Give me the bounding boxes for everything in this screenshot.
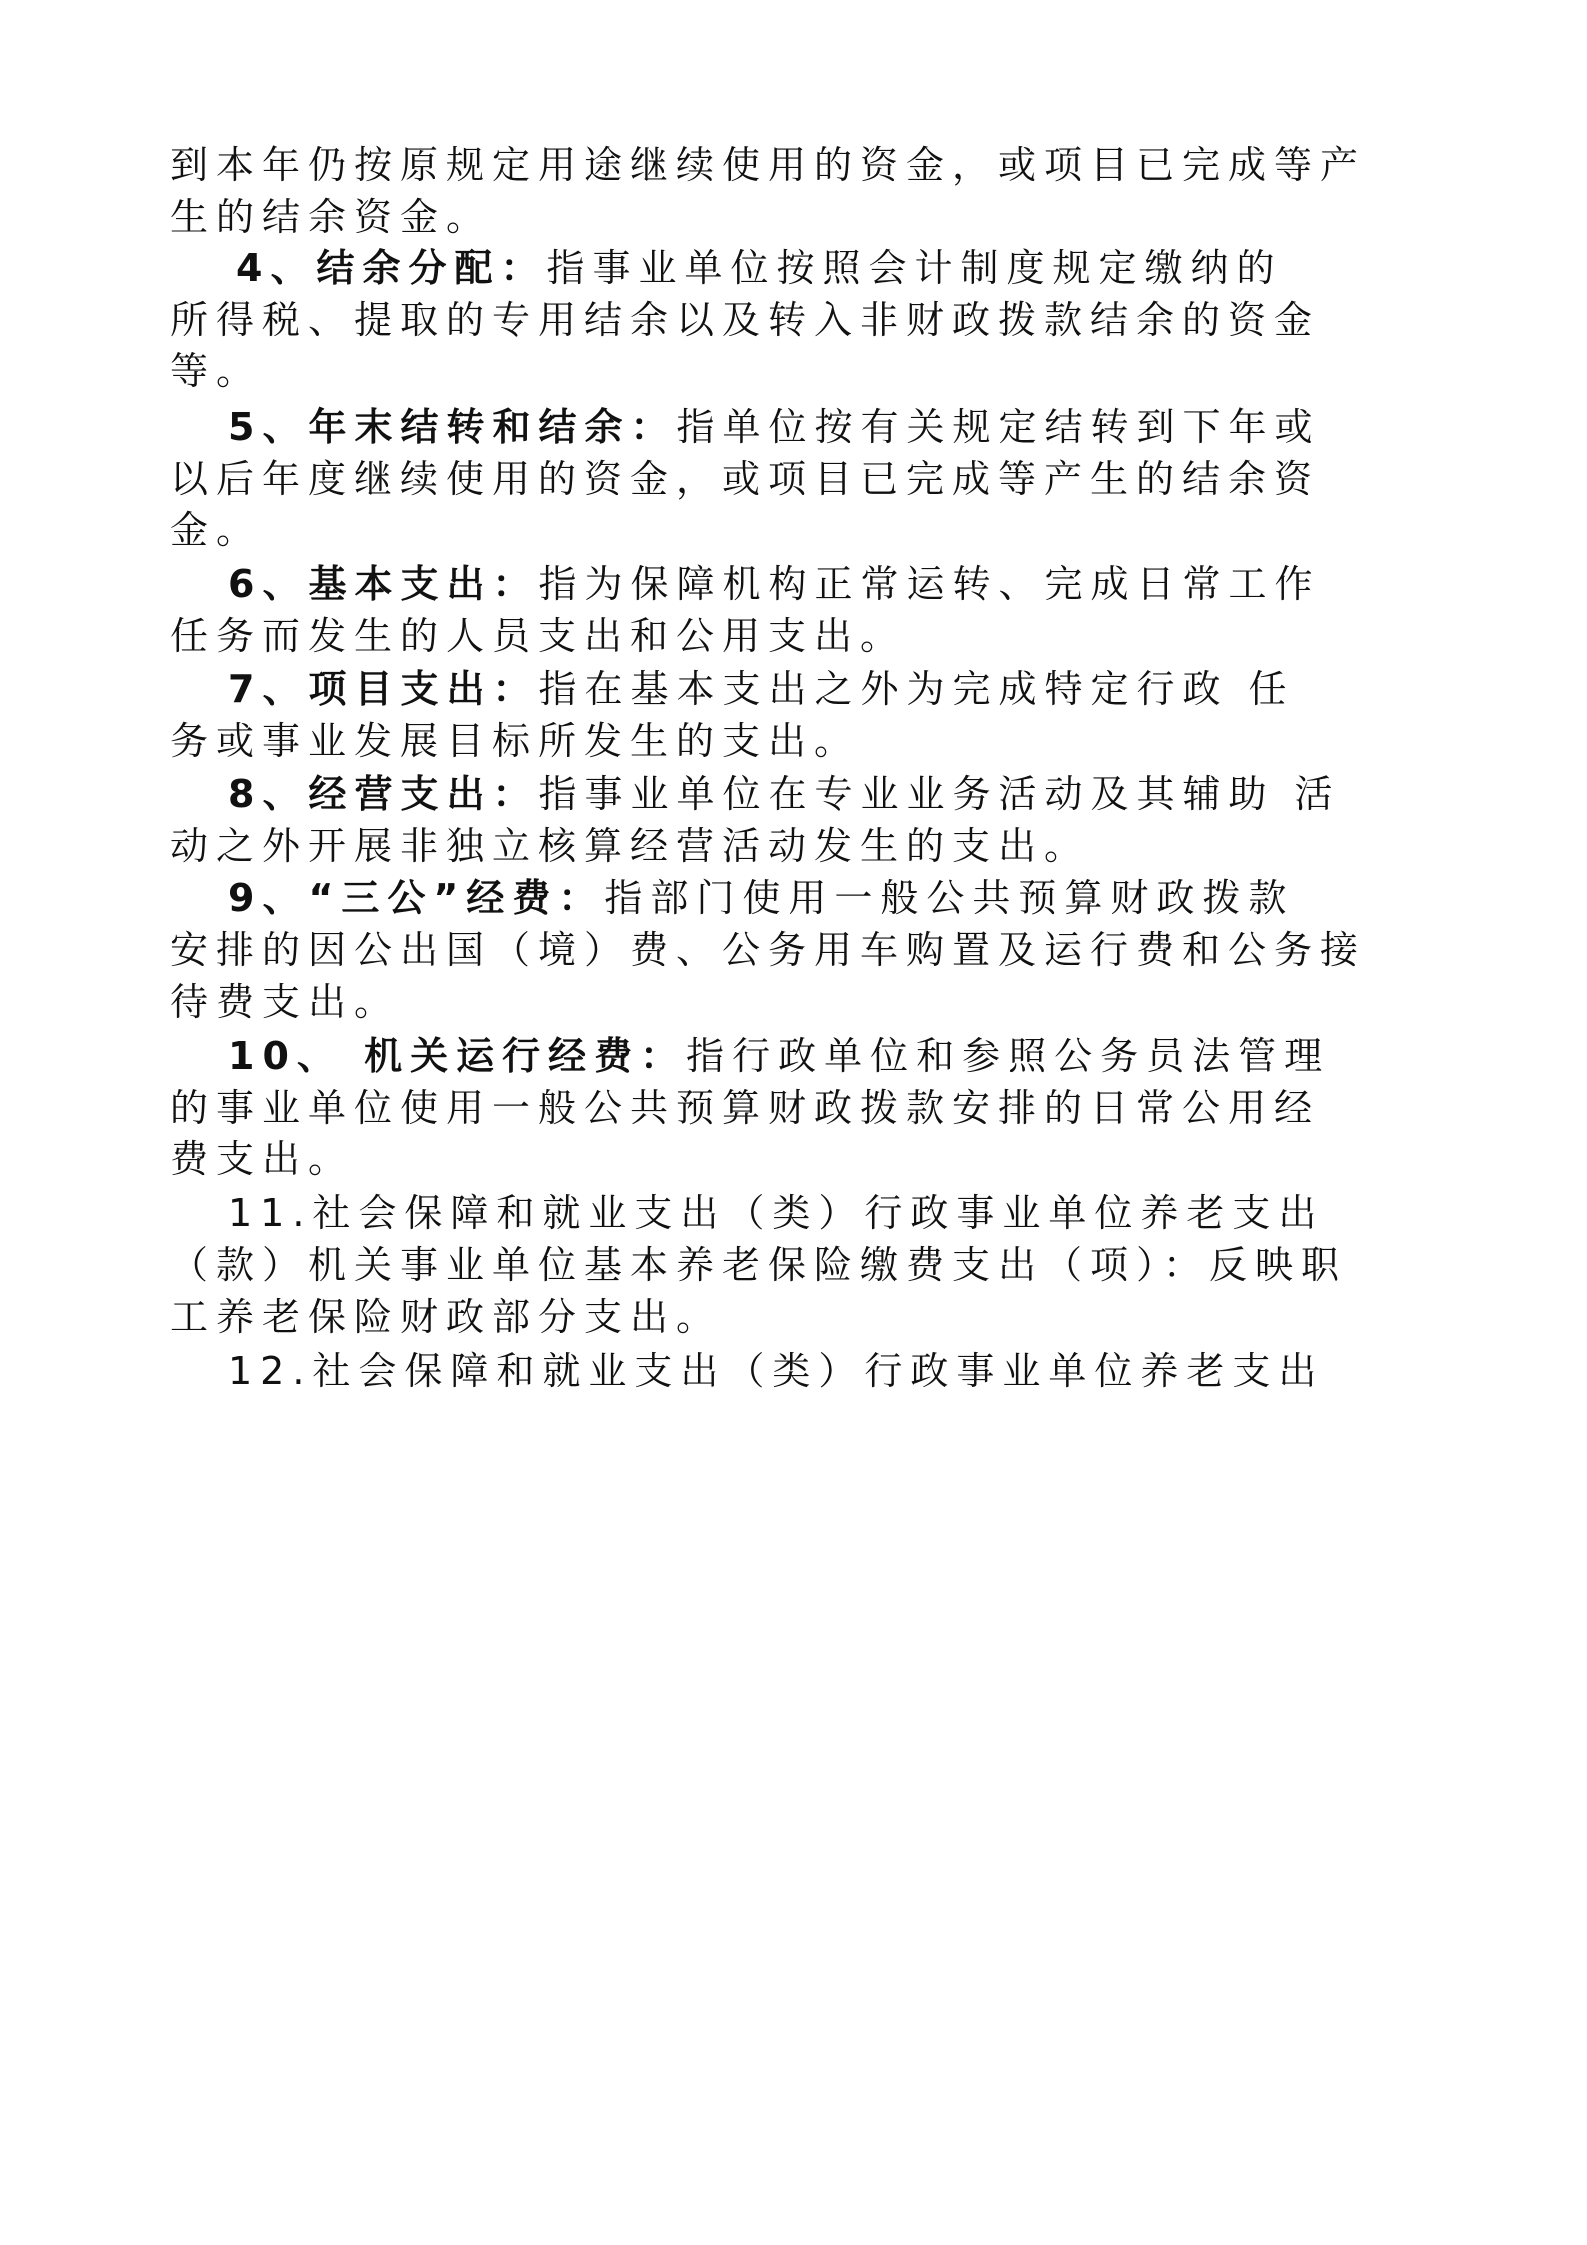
term-label: 8、经营支出： (228, 772, 539, 816)
text-line: 工养老保险财政部分支出。 (170, 1295, 723, 1339)
text-line: 待费支出。 (170, 980, 401, 1024)
text-line: 金。 (170, 508, 263, 552)
text-line: （款）机关事业单位基本养老保险缴费支出（项）：反映职 (170, 1243, 1348, 1287)
text-line: 费支出。 (170, 1137, 355, 1181)
term-label: 10、 机关运行经费： (228, 1034, 687, 1078)
text-line: 8、经营支出：指事业单位在专业业务活动及其辅助 活 (228, 772, 1341, 816)
text-line: 4、结余分配：指事业单位按照会计制度规定缴纳的 (236, 246, 1283, 290)
term-label: 4、结余分配： (236, 246, 547, 290)
text-line: 9、“三公”经费：指部门使用一般公共预算财政拨款 (228, 876, 1295, 920)
text-line: 务或事业发展目标所发生的支出。 (170, 719, 861, 763)
text-line: 以后年度继续使用的资金，或项目已完成等产生的结余资 (170, 457, 1321, 501)
text-line: 任务而发生的人员支出和公用支出。 (170, 614, 907, 658)
text-line: 5、年末结转和结余：指单位按有关规定结转到下年或 (228, 405, 1321, 449)
text-line: 生的结余资金。 (170, 195, 493, 239)
text-line: 7、项目支出：指在基本支出之外为完成特定行政 任 (228, 667, 1295, 711)
text-line: 到本年仍按原规定用途继续使用的资金，或项目已完成等产 (170, 143, 1367, 187)
term-label: 5、年末结转和结余： (228, 405, 677, 449)
term-label: 9、“三公”经费： (228, 876, 605, 920)
text-line: 的事业单位使用一般公共预算财政拨款安排的日常公用经 (170, 1086, 1321, 1130)
text-line: 动之外开展非独立核算经营活动发生的支出。 (170, 824, 1091, 868)
text-line: 等。 (170, 349, 263, 393)
text-line: 10、 机关运行经费：指行政单位和参照公务员法管理 (228, 1034, 1331, 1078)
term-label: 7、项目支出： (228, 667, 539, 711)
text-line: 6、基本支出：指为保障机构正常运转、完成日常工作 (228, 562, 1321, 606)
text-line: 11.社会保障和就业支出（类）行政事业单位养老支出 (228, 1191, 1325, 1235)
text-line: 12.社会保障和就业支出（类）行政事业单位养老支出 (228, 1349, 1325, 1393)
text-line: 安排的因公出国（境）费、公务用车购置及运行费和公务接 (170, 928, 1367, 972)
text-line: 所得税、提取的专用结余以及转入非财政拨款结余的资金 (170, 298, 1321, 342)
term-label: 6、基本支出： (228, 562, 539, 606)
